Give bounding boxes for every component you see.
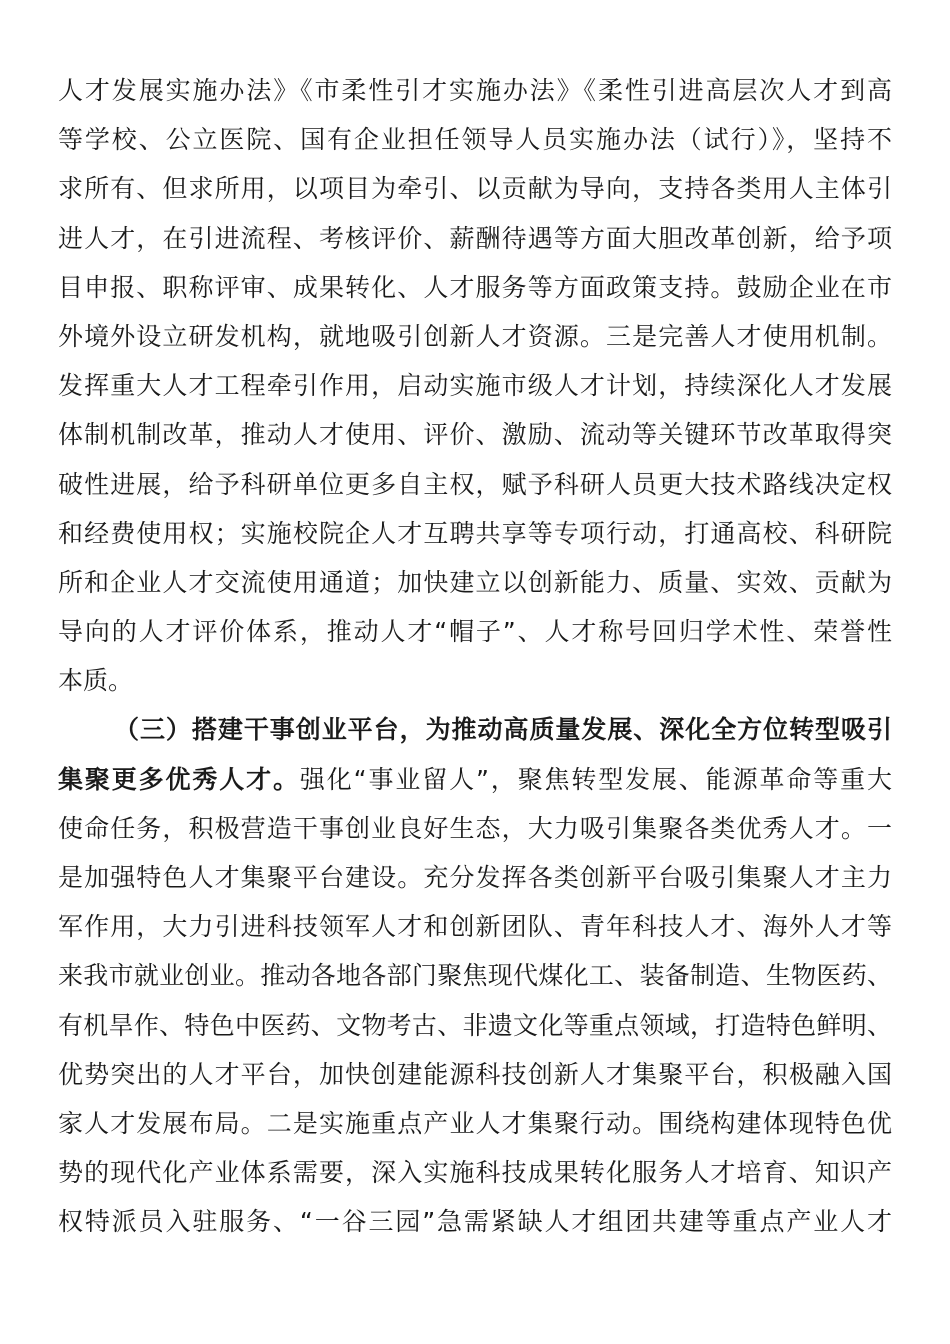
text-line: 优势突出的人才平台，加快创建能源科技创新人才集聚平台，积极融入国 bbox=[58, 1059, 892, 1089]
text-line: 等学校、公立医院、国有企业担任领导人员实施办法（试行）》，坚持不 bbox=[58, 125, 892, 155]
text-line: 家人才发展布局。二是实施重点产业人才集聚行动。围绕构建体现特色优 bbox=[58, 1108, 892, 1138]
text-line: 进人才，在引进流程、考核评价、薪酬待遇等方面大胆改革创新，给予项 bbox=[58, 223, 892, 253]
text-line: 军作用，大力引进科技领军人才和创新团队、青年科技人才、海外人才等 bbox=[58, 912, 892, 942]
text-line: 势的现代化产业体系需要，深入实施科技成果转化服务人才培育、知识产 bbox=[58, 1158, 892, 1188]
text-line: 来我市就业创业。推动各地各部门聚焦现代煤化工、装备制造、生物医药、 bbox=[58, 961, 892, 991]
text-line: 是加强特色人才集聚平台建设。充分发挥各类创新平台吸引集聚人才主力 bbox=[58, 863, 892, 892]
text-line: 导向的人才评价体系，推动人才“帽子”、人才称号回归学术性、荣誉性 bbox=[58, 617, 892, 647]
text-line: 和经费使用权；实施校院企人才互聘共享等专项行动，打通高校、科研院 bbox=[58, 518, 892, 548]
section-heading-end: 集聚更多优秀人才。 bbox=[58, 764, 300, 794]
text-line: 有机旱作、特色中医药、文物考古、非遗文化等重点领域，打造特色鲜明、 bbox=[58, 1010, 892, 1040]
text-line: 发挥重大人才工程牵引作用，启动实施市级人才计划，持续深化人才发展 bbox=[58, 371, 892, 401]
text-line: 体制机制改革，推动人才使用、评价、激励、流动等关键环节改革取得突 bbox=[58, 420, 892, 450]
text-line: 外境外设立研发机构，就地吸引创新人才资源。三是完善人才使用机制。 bbox=[58, 321, 892, 351]
section-heading: （三）搭建干事创业平台，为推动高质量发展、深化全方位转型吸引 bbox=[114, 715, 892, 745]
text-line: 本质。 bbox=[58, 666, 134, 696]
text-line: 目申报、职称评审、成果转化、人才服务等方面政策支持。鼓励企业在市 bbox=[58, 272, 892, 302]
body-text bbox=[58, 66, 892, 1247]
text-run: 强化“事业留人”，聚焦转型发展、能源革命等重大 bbox=[299, 764, 892, 794]
text-line bbox=[58, 755, 892, 804]
text-line: 所和企业人才交流使用通道；加快建立以创新能力、质量、实效、贡献为 bbox=[58, 567, 892, 597]
text-line: 使命任务，积极营造干事创业良好生态，大力吸引集聚各类优秀人才。一 bbox=[58, 813, 892, 843]
text-line: 破性进展，给予科研单位更多自主权，赋予科研人员更大技术路线决定权 bbox=[58, 469, 892, 499]
text-line: 权特派员入驻服务、“一谷三园”急需紧缺人才组团共建等重点产业人才 bbox=[58, 1207, 892, 1237]
text-line: 求所有、但求所用，以项目为牵引、以贡献为导向，支持各类用人主体引 bbox=[58, 174, 892, 204]
text-line: 人才发展实施办法》《市柔性引才实施办法》《柔性引进高层次人才到高 bbox=[58, 76, 892, 105]
